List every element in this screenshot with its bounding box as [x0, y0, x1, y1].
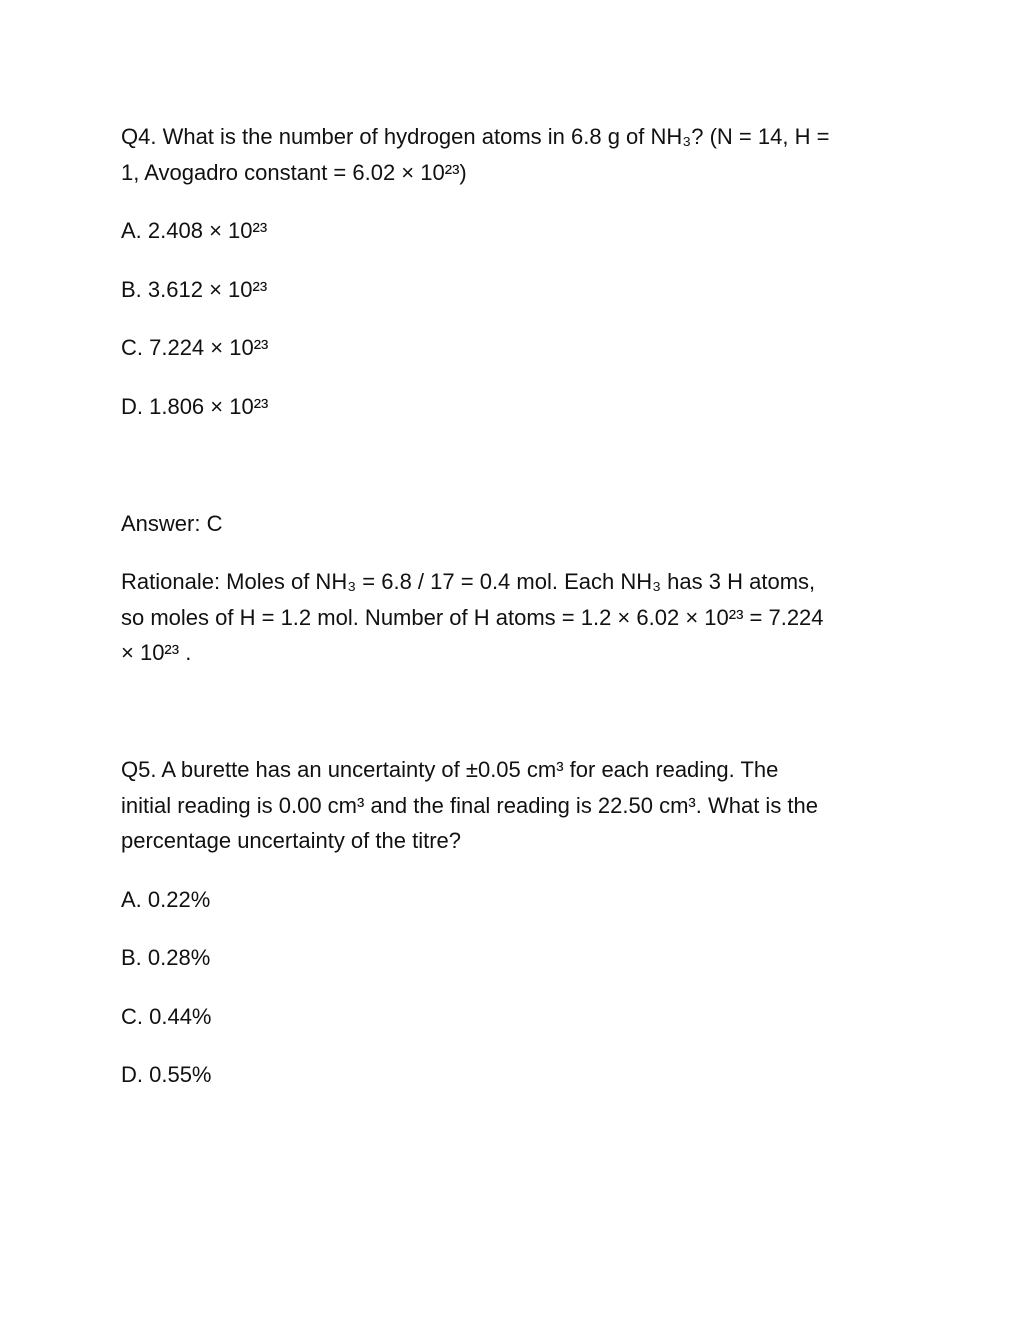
q5-question-line-1: Q5. A burette has an uncertainty of ±0.05 cm³ for each reading. The: [121, 757, 779, 782]
q5-option-c: C. 0.44%: [121, 1004, 212, 1029]
q4-rationale-line-1: Rationale: Moles of NH₃ = 6.8 / 17 = 0.4 mol. Each NH₃ has 3 H atoms,: [121, 569, 816, 594]
q5-question-line-3: percentage uncertainty of the titre?: [121, 828, 461, 853]
q4-option-b: B. 3.612 × 10²³: [121, 277, 268, 302]
q4-option-a: A. 2.408 × 10²³: [121, 218, 268, 243]
q4-option-d: D. 1.806 × 10²³: [121, 394, 269, 419]
q5-option-d: D. 0.55%: [121, 1062, 212, 1087]
q5-question: [121, 752, 911, 859]
q5-option-a: A. 0.22%: [121, 887, 211, 912]
q4-question-line-1: Q4. What is the number of hydrogen atoms in 6.8 g of NH₃? (N = 14, H =: [121, 124, 830, 149]
q5-option-b: B. 0.28%: [121, 945, 211, 970]
q5-question-line-2: initial reading is 0.00 cm³ and the final reading is 22.50 cm³. What is the: [121, 792, 819, 818]
q4-answer: Answer: C: [121, 511, 223, 536]
q4-rationale: [121, 564, 911, 671]
q4-rationale-line-3: × 10²³ .: [121, 640, 192, 665]
q4-question: [121, 119, 911, 190]
q4-question-line-2: 1, Avogadro constant = 6.02 × 10²³): [121, 159, 467, 185]
q4-option-c: C. 7.224 × 10²³: [121, 335, 269, 360]
q4-rationale-line-2: so moles of H = 1.2 mol. Number of H atoms = 1.2 × 6.02 × 10²³ = 7.224: [121, 604, 824, 630]
